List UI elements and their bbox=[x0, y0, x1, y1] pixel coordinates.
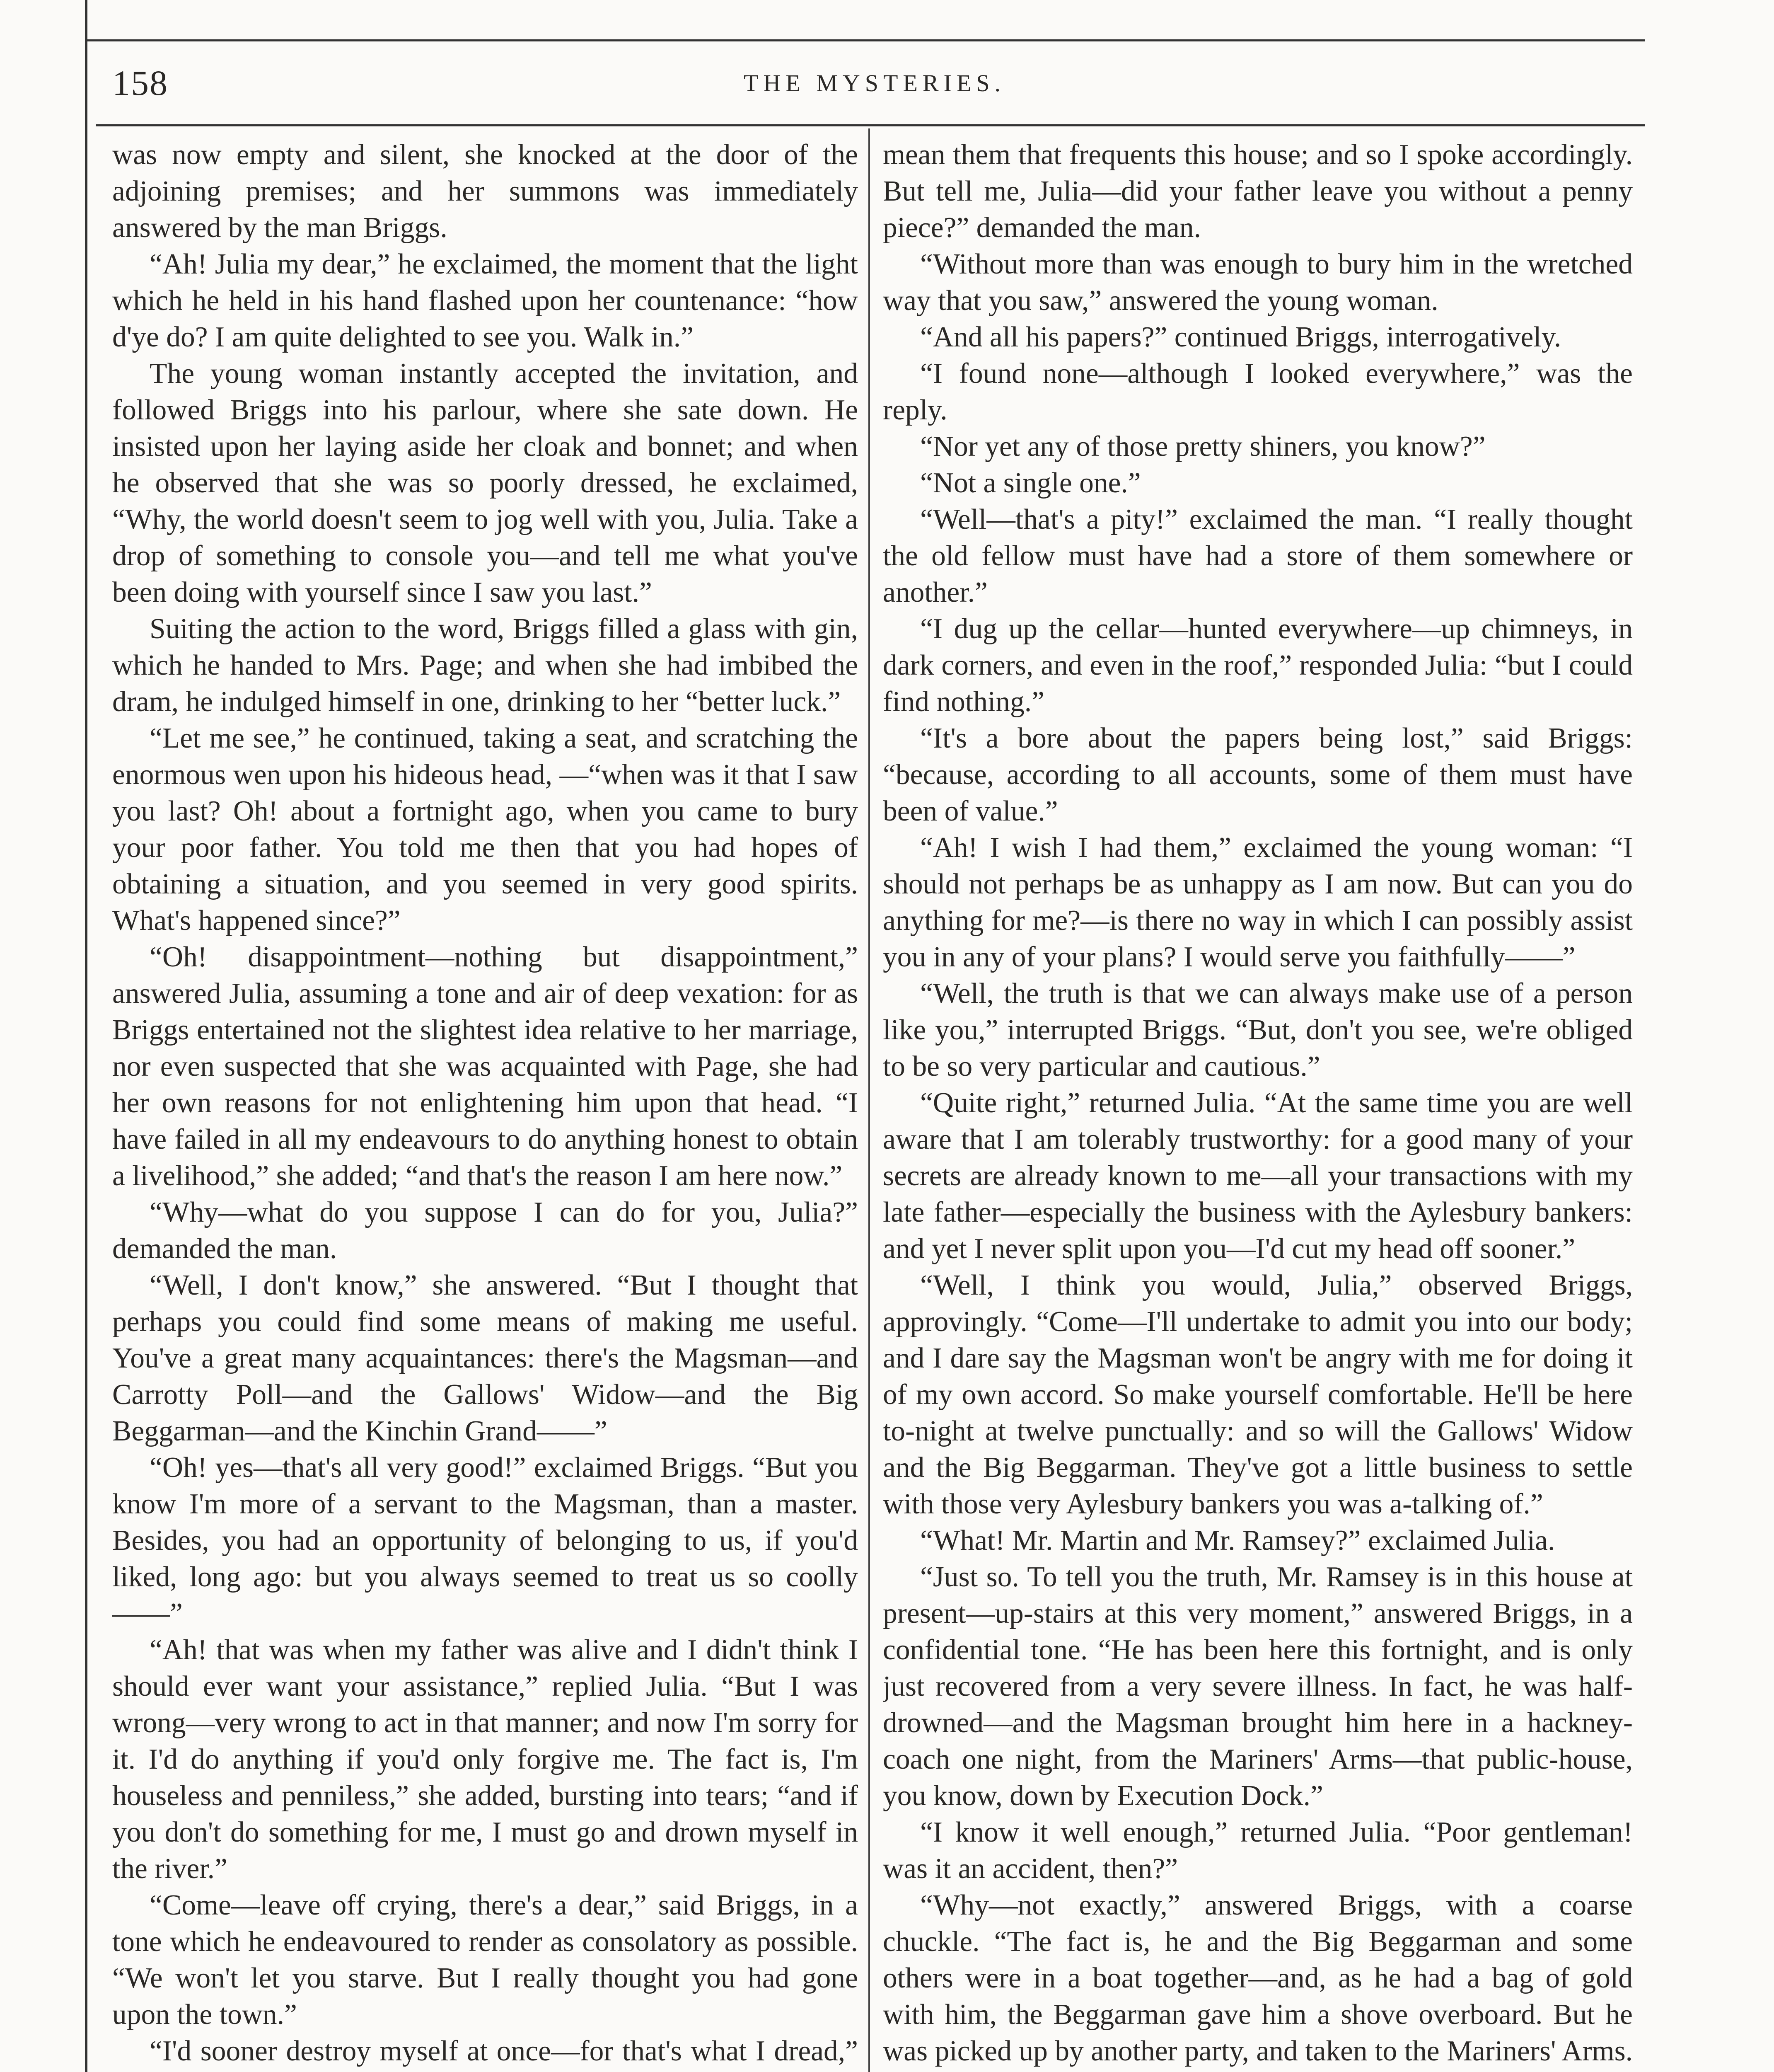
paragraph: “Ah! that was when my father was alive and I didn't think I should ever want your assistance,” replied Julia. “But I was wrong—very wrong to act in that manner; and now I'm sorry for it. I'd do anything if you'd only forgive me. The fact is, I'm houseless and penniless,” she added, bursting into tears; “and if you don't do something for me, I must go and drown myself in the river.” bbox=[112, 1634, 858, 1885]
paragraph: “Not a single one.” bbox=[920, 467, 1141, 499]
paragraph: “It's a bore about the papers being lost,” said Briggs: “because, according to all accounts, some of them must have been of value.” bbox=[883, 722, 1633, 827]
paragraph: was now empty and silent, she knocked at the door of the adjoining premises; and her summons was immediately answered by the man Briggs. bbox=[112, 139, 858, 244]
left-column bbox=[112, 137, 858, 2072]
paragraph: “Why—what do you suppose I can do for you, Julia?” demanded the man. bbox=[112, 1196, 858, 1265]
paragraph: “What! Mr. Martin and Mr. Ramsey?” exclaimed Julia. bbox=[920, 1525, 1555, 1556]
paragraph: “Well, I don't know,” she answered. “But I thought that perhaps you could find some means of making me useful. You've a great many acquaintances: there's the Magsman—and Carrotty Poll—and the Gallows' Widow—and the Big Beggarman—and the Kinchin Grand——” bbox=[112, 1269, 858, 1447]
paragraph: “I dug up the cellar—hunted everywhere—up chimneys, in dark corners, and even in the roof,” responded Julia: “but I could find nothing.” bbox=[883, 613, 1633, 718]
paragraph: “Well, I think you would, Julia,” observed Briggs, approvingly. “Come—I'll undertake to admit you into our body; and I dare say the Magsman won't be angry with me for doing it of my own accord. So make yourself comfortable. He'll be here to-night at twelve punctually: and so will the Gallows' Widow and the Big Beggarman. They've got a little business to settle with those very Aylesbury bankers you was a-talking of.” bbox=[883, 1269, 1633, 1520]
running-title: THE MYSTERIES. bbox=[744, 69, 1005, 97]
paragraph: “Come—leave off crying, there's a dear,” said Briggs, in a tone which he endeavoured to render as consolatory as possible. “We won't let you starve. But I really thought you had gone upon the town.” bbox=[112, 1889, 858, 2031]
paragraph: “Ah! Julia my dear,” he exclaimed, the moment that the light which he held in his hand flashed upon her countenance: “how d'ye do? I am quite delighted to see you. Walk in.” bbox=[112, 248, 858, 353]
paragraph: “Ah! I wish I had them,” exclaimed the young woman: “I should not perhaps be as unhappy as I am now. But can you do anything for me?—is there no way in which I can possibly assist you in any of your plans? I would serve you faithfully——” bbox=[883, 832, 1633, 973]
header-rule bbox=[96, 124, 1645, 126]
page bbox=[85, 0, 1645, 2072]
paragraph: The young woman instantly accepted the invitation, and followed Briggs into his parlour, where she sate down. He insisted upon her laying aside her cloak and bonnet; and when he observed that she was so poorly dressed, he exclaimed, “Why, the world doesn't seem to jog well with you, Julia. Take a drop of something to console you—and tell me what you've been doing with yourself since I saw you last.” bbox=[112, 358, 858, 608]
paragraph: Suiting the action to the word, Briggs filled a glass with gin, which he handed to Mrs. Page; and when she had imbibed the dram, he indulged himself in one, drinking to her “better luck.” bbox=[112, 613, 858, 718]
paragraph: mean them that frequents this house; and so I spoke accordingly. But tell me, Julia—did your father leave you without a penny piece?” demanded the man. bbox=[883, 139, 1633, 244]
paragraph: “Without more than was enough to bury him in the wretched way that you saw,” answered the young woman. bbox=[883, 248, 1633, 317]
paragraph: “Let me see,” he continued, taking a seat, and scratching the enormous wen upon his hideous head, —“when was it that I saw you last? Oh! about a fortnight ago, when you came to bury your poor father. You told me then that you had hopes of obtaining a situation, and you seemed in very good spirits. What's happened since?” bbox=[112, 722, 858, 937]
paragraph: “I'd sooner destroy myself at once—for that's what I dread,” bbox=[150, 2035, 858, 2067]
right-column bbox=[883, 137, 1633, 2072]
paragraph: “Just so. To tell you the truth, Mr. Ramsey is in this house at present—up-stairs at this very moment,” answered Briggs, in a confidential tone. “He has been here this fortnight, and is only just recovered from a very severe illness. In fact, he was half-drowned—and the Magsman brought him here in a hackney-coach one night, from the Mariners' Arms—that public-house, you know, down by Execution Dock.” bbox=[883, 1561, 1633, 1812]
page-number: 158 bbox=[112, 63, 168, 103]
paragraph: “Quite right,” returned Julia. “At the same time you are well aware that I am tolerably trustworthy: for a good many of your secrets are already known to me—all your transactions with my late father—especially the business with the Aylesbury bankers: and yet I never split upon you—I'd cut my head off sooner.” bbox=[883, 1087, 1633, 1265]
paragraph: “Well—that's a pity!” exclaimed the man. “I really thought the old fellow must have had a store of them somewhere or another.” bbox=[883, 503, 1633, 608]
column-divider bbox=[868, 128, 870, 2072]
paragraph: “I know it well enough,” returned Julia. “Poor gentleman! was it an accident, then?” bbox=[883, 1816, 1633, 1885]
page-header bbox=[112, 56, 1637, 110]
top-border bbox=[85, 39, 1645, 41]
paragraph: “Nor yet any of those pretty shiners, you know?” bbox=[920, 431, 1486, 462]
left-border-tick bbox=[85, 39, 87, 97]
paragraph: “Well, the truth is that we can always make use of a person like you,” interrupted Briggs. “But, don't you see, we're obliged to be so very particular and cautious.” bbox=[883, 978, 1633, 1082]
paragraph: “And all his papers?” continued Briggs, interrogatively. bbox=[920, 321, 1561, 353]
paragraph: “Oh! yes—that's all very good!” exclaimed Briggs. “But you know I'm more of a servant to the Magsman, than a master. Besides, you had an opportunity of belonging to us, if you'd liked, long ago: but you always seemed to treat us so coolly——” bbox=[112, 1452, 858, 1629]
paragraph: “Oh! disappointment—nothing but disappointment,” answered Julia, assuming a tone and air of deep vexation: for as Briggs entertained not the slightest idea relative to her marriage, nor even suspected that she was acquainted with Page, she had her own reasons for not enlightening him upon that head. “I have failed in all my endeavours to do anything honest to obtain a livelihood,” she added; “and that's the reason I am here now.” bbox=[112, 941, 858, 1192]
paragraph: “Why—not exactly,” answered Briggs, with a coarse chuckle. “The fact is, he and the Big Beggarman and some others were in a boat together—and, as he had a bag of gold with him, the Beggarman gave him a shove overboard. But he was picked up by another party, and taken to the Mariners' Arms. bbox=[883, 1889, 1633, 2067]
paragraph: “I found none—although I looked everywhere,” was the reply. bbox=[883, 358, 1633, 426]
